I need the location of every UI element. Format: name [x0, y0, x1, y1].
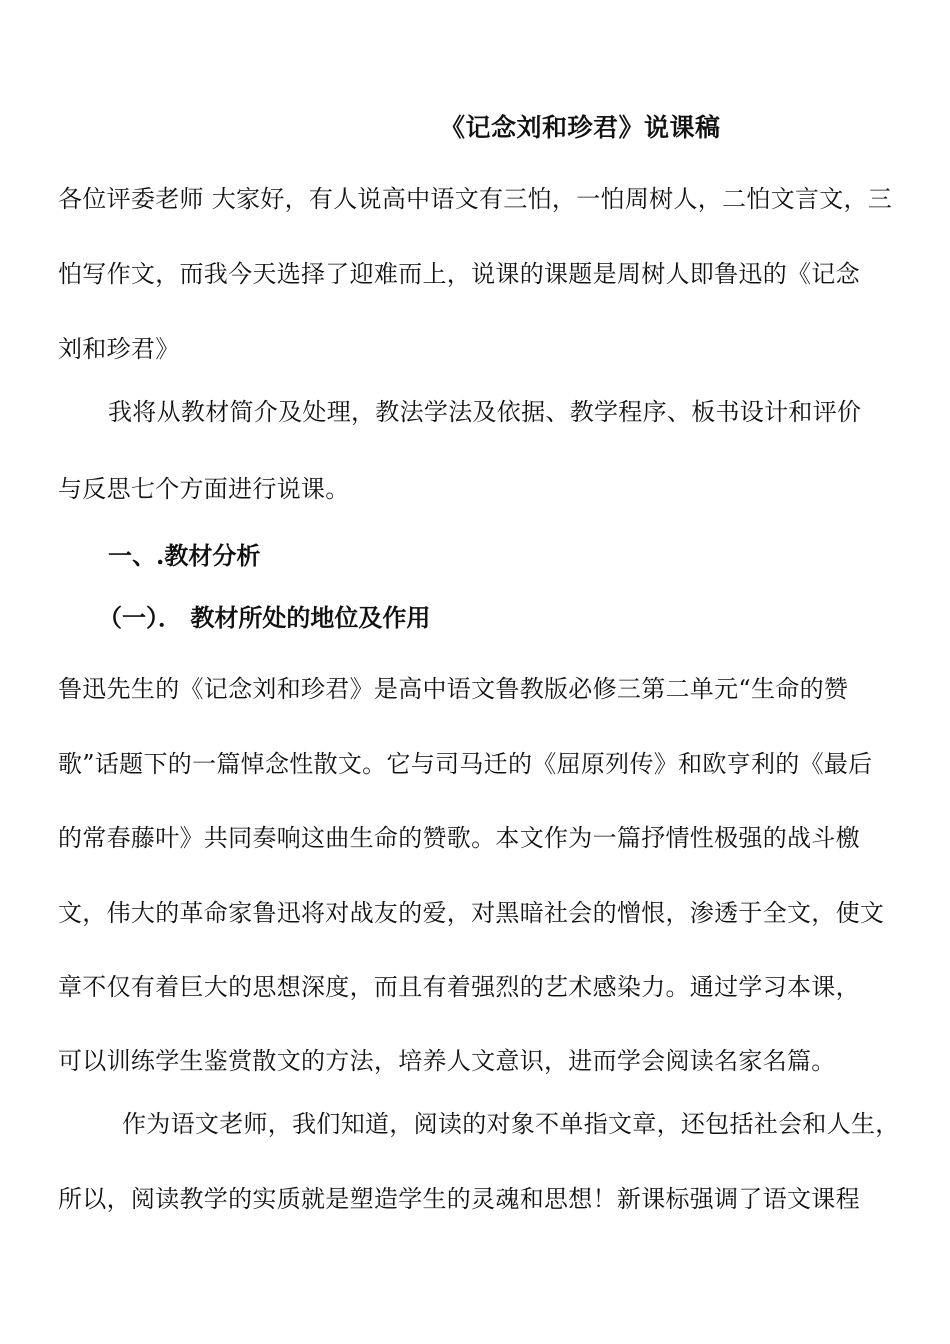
status-line-6: 可以训练学生鉴赏散文的方法，培养人文意识，进而学会阅读名家名篇。 [58, 1047, 836, 1075]
overview-line-2: 与反思七个方面进行说课。 [58, 475, 350, 503]
reading-line-2: 所以，阅读教学的实质就是塑造学生的灵魂和思想！新课标强调了语文课程 [58, 1185, 860, 1213]
reading-line-1: 作为语文老师，我们知道，阅读的对象不单指文章，还包括社会和人生， [122, 1110, 900, 1138]
document-title: 《记念刘和珍君》说课稿 [440, 113, 721, 142]
status-line-4: 文，伟大的革命家鲁迅将对战友的爱，对黑暗社会的憎恨，渗透于全文，使文 [58, 899, 885, 927]
status-line-5: 章不仅有着巨大的思想深度，而且有着强烈的艺术感染力。通过学习本课， [58, 973, 860, 1001]
status-line-2: 歌”话题下的一篇悼念性散文。它与司马迁的《屈原列传》和欧亨利的《最后 [58, 750, 873, 778]
intro-line-2: 怕写作文，而我今天选择了迎难而上，说课的课题是周树人即鲁迅的《记念 [58, 260, 860, 288]
status-line-1: 鲁迅先生的《记念刘和珍君》是高中语文鲁教版必修三第二单元“生命的赞 [58, 675, 849, 703]
status-line-3: 的常春藤叶》共同奏响这曲生命的赞歌。本文作为一篇抒情性极强的战斗檄 [58, 824, 860, 852]
subsection-heading-status-and-role: （一）． 教材所处的地位及作用 [98, 603, 431, 632]
intro-line-1: 各位评委老师 大家好，有人说高中语文有三怕，一怕周树人，二怕文言文，三 [58, 185, 893, 213]
overview-line-1: 我将从教材简介及处理，教法学法及依据、教学程序、板书设计和评价 [108, 398, 862, 426]
intro-line-3: 刘和珍君》 [58, 335, 180, 363]
section-heading-teaching-material-analysis: 一、.教材分析 [108, 541, 261, 570]
